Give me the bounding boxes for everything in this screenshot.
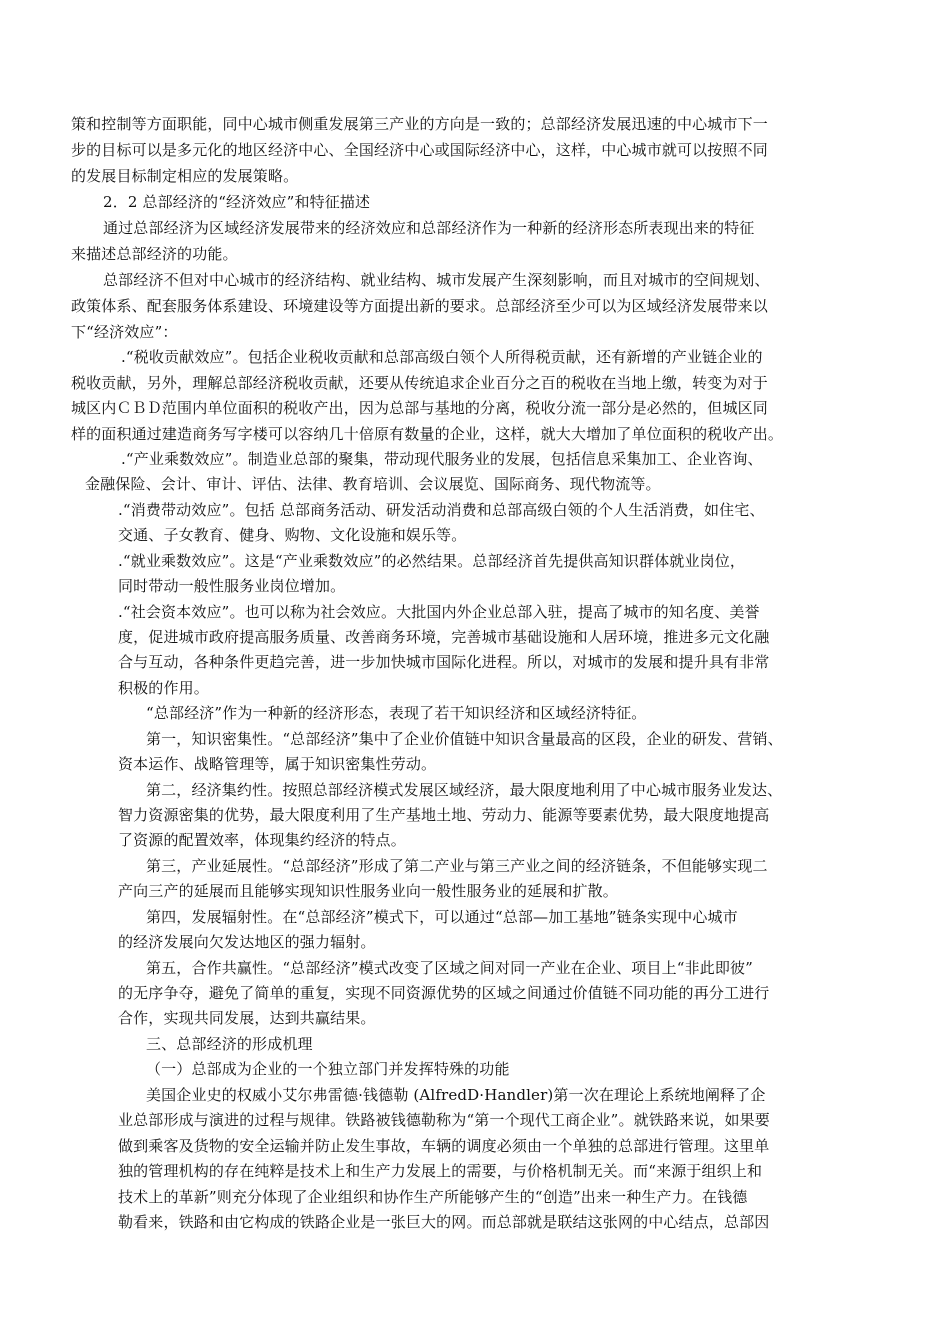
text-line: 的发展目标制定相应的发展策略。 bbox=[71, 167, 299, 185]
text-line: 同时带动一般性服务业岗位增加。 bbox=[118, 577, 346, 595]
text-line: 智力资源密集的优势，最大限度利用了生产基地土地、劳动力、能源等要素优势，最大限度地提高 bbox=[118, 806, 770, 824]
bullet-line: .“税收贡献效应”。包括企业税收贡献和总部高级白领个人所得税贡献，还有新增的产业链企业的 bbox=[121, 348, 763, 366]
text-line: 通过总部经济为区域经济发展带来的经济效应和总部经济作为一种新的经济形态所表现出来的特征 bbox=[103, 219, 755, 237]
text-line: “总部经济”作为一种新的经济形态，表现了若干知识经济和区域经济特征。 bbox=[146, 704, 647, 722]
text-line: 技术上的革新”则充分体现了企业组织和协作生产所能够产生的“创造”出来一种生产力。在钱德 bbox=[118, 1188, 748, 1206]
text-line: 第二，经济集约性。按照总部经济模式发展区域经济，最大限度地利用了中心城市服务业发达、 bbox=[146, 781, 783, 799]
text-line: 的无序争夺，避免了简单的重复，实现不同资源优势的区域之间通过价值链不同功能的再分工进行 bbox=[118, 984, 770, 1002]
text-line: 勒看来，铁路和由它构成的铁路企业是一张巨大的网。而总部就是联结这张网的中心结点，总部因 bbox=[118, 1213, 770, 1231]
text-line: 策和控制等方面职能，同中心城市侧重发展第三产业的方向是一致的；总部经济发展迅速的中心城市下一 bbox=[71, 115, 768, 133]
text-line: 城区内ＣＢＤ范围内单位面积的税收产出，因为总部与基地的分离，税收分流一部分是必然的，但城区同 bbox=[71, 399, 768, 417]
text-line: 步的目标可以是多元化的地区经济中心、全国经济中心或国际经济中心，这样，中心城市就可以按照不同 bbox=[71, 141, 768, 159]
text-line: 产向三产的延展而且能够实现知识性服务业向一般性服务业的延展和扩散。 bbox=[118, 882, 618, 900]
text-line: 来描述总部经济的功能。 bbox=[71, 245, 238, 263]
bullet-line: .“社会资本效应”。也可以称为社会效应。大批国内外企业总部入驻，提高了城市的知名度、美誉 bbox=[118, 603, 760, 621]
text-line: 第三，产业延展性。“总部经济”形成了第二产业与第三产业之间的经济链条，不但能够实现二 bbox=[146, 857, 768, 875]
text-line: 第五，合作共赢性。“总部经济”模式改变了区域之间对同一产业在企业、项目上“非此即彼” bbox=[146, 959, 753, 977]
text-line: 交通、子女教育、健身、购物、文化设施和娱乐等。 bbox=[118, 526, 467, 544]
text-line: 金融保险、会计、审计、评估、法律、教育培训、会议展览、国际商务、现代物流等。 bbox=[85, 475, 661, 493]
text-line: 合作，实现共同发展，达到共赢结果。 bbox=[118, 1009, 376, 1027]
text-line: 业总部形成与演进的过程与规律。铁路被钱德勒称为“第一个现代工商企业”。就铁路来说，如果要 bbox=[118, 1111, 770, 1129]
text-line: 下“经济效应”： bbox=[71, 323, 178, 341]
subsection-heading: （一）总部成为企业的一个独立部门并发挥特殊的功能 bbox=[146, 1060, 510, 1078]
text-line: 独的管理机构的存在纯粹是技术上和生产力发展上的需要，与价格机制无关。而“来源于组织上和 bbox=[118, 1162, 763, 1180]
text-line: 积极的作用。 bbox=[118, 679, 209, 697]
bullet-line: .“消费带动效应”。包括 总部商务活动、研发活动消费和总部高级白领的个人生活消费，如住宅、 bbox=[118, 501, 765, 519]
bullet-line: .“产业乘数效应”。制造业总部的聚集，带动现代服务业的发展，包括信息采集加工、企业咨询、 bbox=[121, 450, 763, 468]
section-heading: 2．2 总部经济的“经济效应”和特征描述 bbox=[103, 193, 371, 211]
text-line: 做到乘客及货物的安全运输并防止发生事故，车辆的调度必须由一个单独的总部进行管理。这里单 bbox=[118, 1137, 770, 1155]
text-line: 税收贡献，另外，理解总部经济税收贡献，还要从传统追求企业百分之百的税收在当地上缴，转变为对于 bbox=[71, 374, 768, 392]
text-line: 了资源的配置效率，体现集约经济的特点。 bbox=[118, 831, 406, 849]
text-line: 美国企业史的权威小艾尔弗雷德·钱德勒 (AlfredD·Handler)第一次在理论上系统地阐释了企 bbox=[146, 1086, 766, 1104]
bullet-line: .“就业乘数效应”。这是“产业乘数效应”的必然结果。总部经济首先提供高知识群体就业岗位， bbox=[118, 552, 746, 570]
text-line: 第四，发展辐射性。在“总部经济”模式下，可以通过“总部—加工基地”链条实现中心城市 bbox=[146, 908, 738, 926]
section-heading: 三、总部经济的形成机理 bbox=[146, 1035, 313, 1053]
text-line: 样的面积通过建造商务写字楼可以容纳几十倍原有数量的企业，这样，就大大增加了单位面积的税收产出。 bbox=[71, 425, 784, 443]
text-line: 政策体系、配套服务体系建设、环境建设等方面提出新的要求。总部经济至少可以为区域经济发展带来以 bbox=[71, 297, 768, 315]
text-line: 的经济发展向欠发达地区的强力辐射。 bbox=[118, 933, 376, 951]
text-line: 第一，知识密集性。“总部经济”集中了企业价值链中知识含量最高的区段，企业的研发、营销、 bbox=[146, 730, 783, 748]
text-line: 总部经济不但对中心城市的经济结构、就业结构、城市发展产生深刻影响，而且对城市的空间规划、 bbox=[103, 271, 770, 289]
text-line: 度，促进城市政府提高服务质量、改善商务环境，完善城市基础设施和人居环境，推进多元文化融 bbox=[118, 628, 770, 646]
text-line: 合与互动，各种条件更趋完善，进一步加快城市国际化进程。所以，对城市的发展和提升具有非常 bbox=[118, 653, 770, 671]
text-line: 资本运作、战略管理等，属于知识密集性劳动。 bbox=[118, 755, 437, 773]
